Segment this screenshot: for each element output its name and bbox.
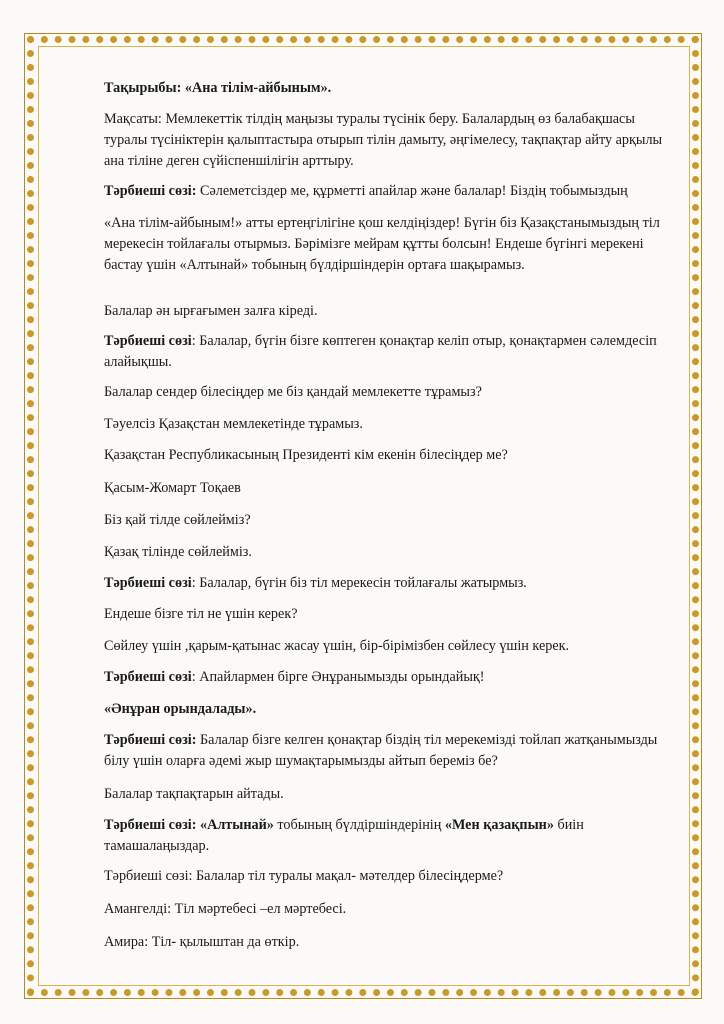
question: Ендеше бізге тіл не үшін керек?	[104, 606, 298, 622]
teacher-speech: Тәрбиеші сөзі: Балалар тіл туралы мақал- мәтелдер білесіңдерме?	[104, 868, 504, 884]
child-answer: Амира: Тіл- қылыштан да өткір.	[104, 934, 300, 950]
teacher-speech: Тәрбиеші сөзі: Балалар бізге келген қонақтар біздің тіл мерекемізді тойлап жатқанымызды білу үшін оларға әдемі жыр шумақтарымызды айтып береміз бе?	[104, 732, 658, 769]
goal-paragraph: Мақсаты: Мемлекеттік тілдің маңызы туралы түсінік беру. Балалардың өз балабақшасы туралы түсініктерін қалыптастыра отырып тілін дамыту, әңгімелесу, тақпақтар айту арқылы ана тіліне деген сүйіспеншілігін арттыру.	[104, 111, 663, 169]
answer: Тәуелсіз Қазақстан мемлекетінде тұрамыз.	[104, 416, 363, 432]
question: Біз қай тілде сөйлейміз?	[104, 512, 251, 528]
teacher-speech: Тәрбиеші сөзі: Балалар, бүгін бізге көптеген қонақтар келіп отыр, қонақтармен сәлемдесіп алайықшы.	[104, 333, 657, 370]
teacher-speech: Тәрбиеші сөзі: Сәлеметсіздер ме, құрметті апайлар және балалар! Біздің тобымыздың	[104, 183, 628, 199]
teacher-speech: Тәрбиеші сөзі: «Алтынай» тобының бүлдіршіндерінің «Мен қазақпын» биін тамашалаңыздар.	[104, 817, 584, 854]
answer: Қасым-Жомарт Тоқаев	[104, 480, 241, 496]
topic-line: Тақырыбы: «Ана тілім-айбыным».	[104, 80, 332, 96]
answer: Қазақ тілінде сөйлейміз.	[104, 544, 252, 560]
question: Балалар сендер білесіңдер ме біз қандай мемлекетте тұрамыз?	[104, 384, 482, 400]
stage-direction: Балалар тақпақтарын айтады.	[104, 786, 284, 802]
child-answer: Амангелді: Тіл мәртебесі –ел мәртебесі.	[104, 901, 347, 917]
answer: Сөйлеу үшін ,қарым-қатынас жасау үшін, бір-бірімізбен сөйлесу үшін керек.	[104, 638, 570, 654]
teacher-speech: Тәрбиеші сөзі: Апайлармен бірге Әнұранымызды орындайық!	[104, 669, 485, 685]
paragraph: «Ана тілім-айбыным!» атты ертеңгілігіне қош келдіңіздер! Бүгін біз Қазақстанымыздың тіл мерекесін тойлағалы отырмыз. Бәрімізге мейрам құтты болсын! Ендеше бүгінгі мерекені бастау үшін «Алтынай» тобының бүлдіршіндерін ортаға шақырамыз.	[104, 215, 660, 273]
teacher-speech: Тәрбиеші сөзі: Балалар, бүгін біз тіл мерекесін тойлағалы жатырмыз.	[104, 575, 527, 591]
question: Қазақстан Республикасының Президенті кім екенін білесіңдер ме?	[104, 447, 508, 463]
stage-direction: «Әнұран орындалады».	[104, 701, 257, 717]
stage-direction: Балалар ән ырғағымен залға кіреді.	[104, 303, 318, 319]
